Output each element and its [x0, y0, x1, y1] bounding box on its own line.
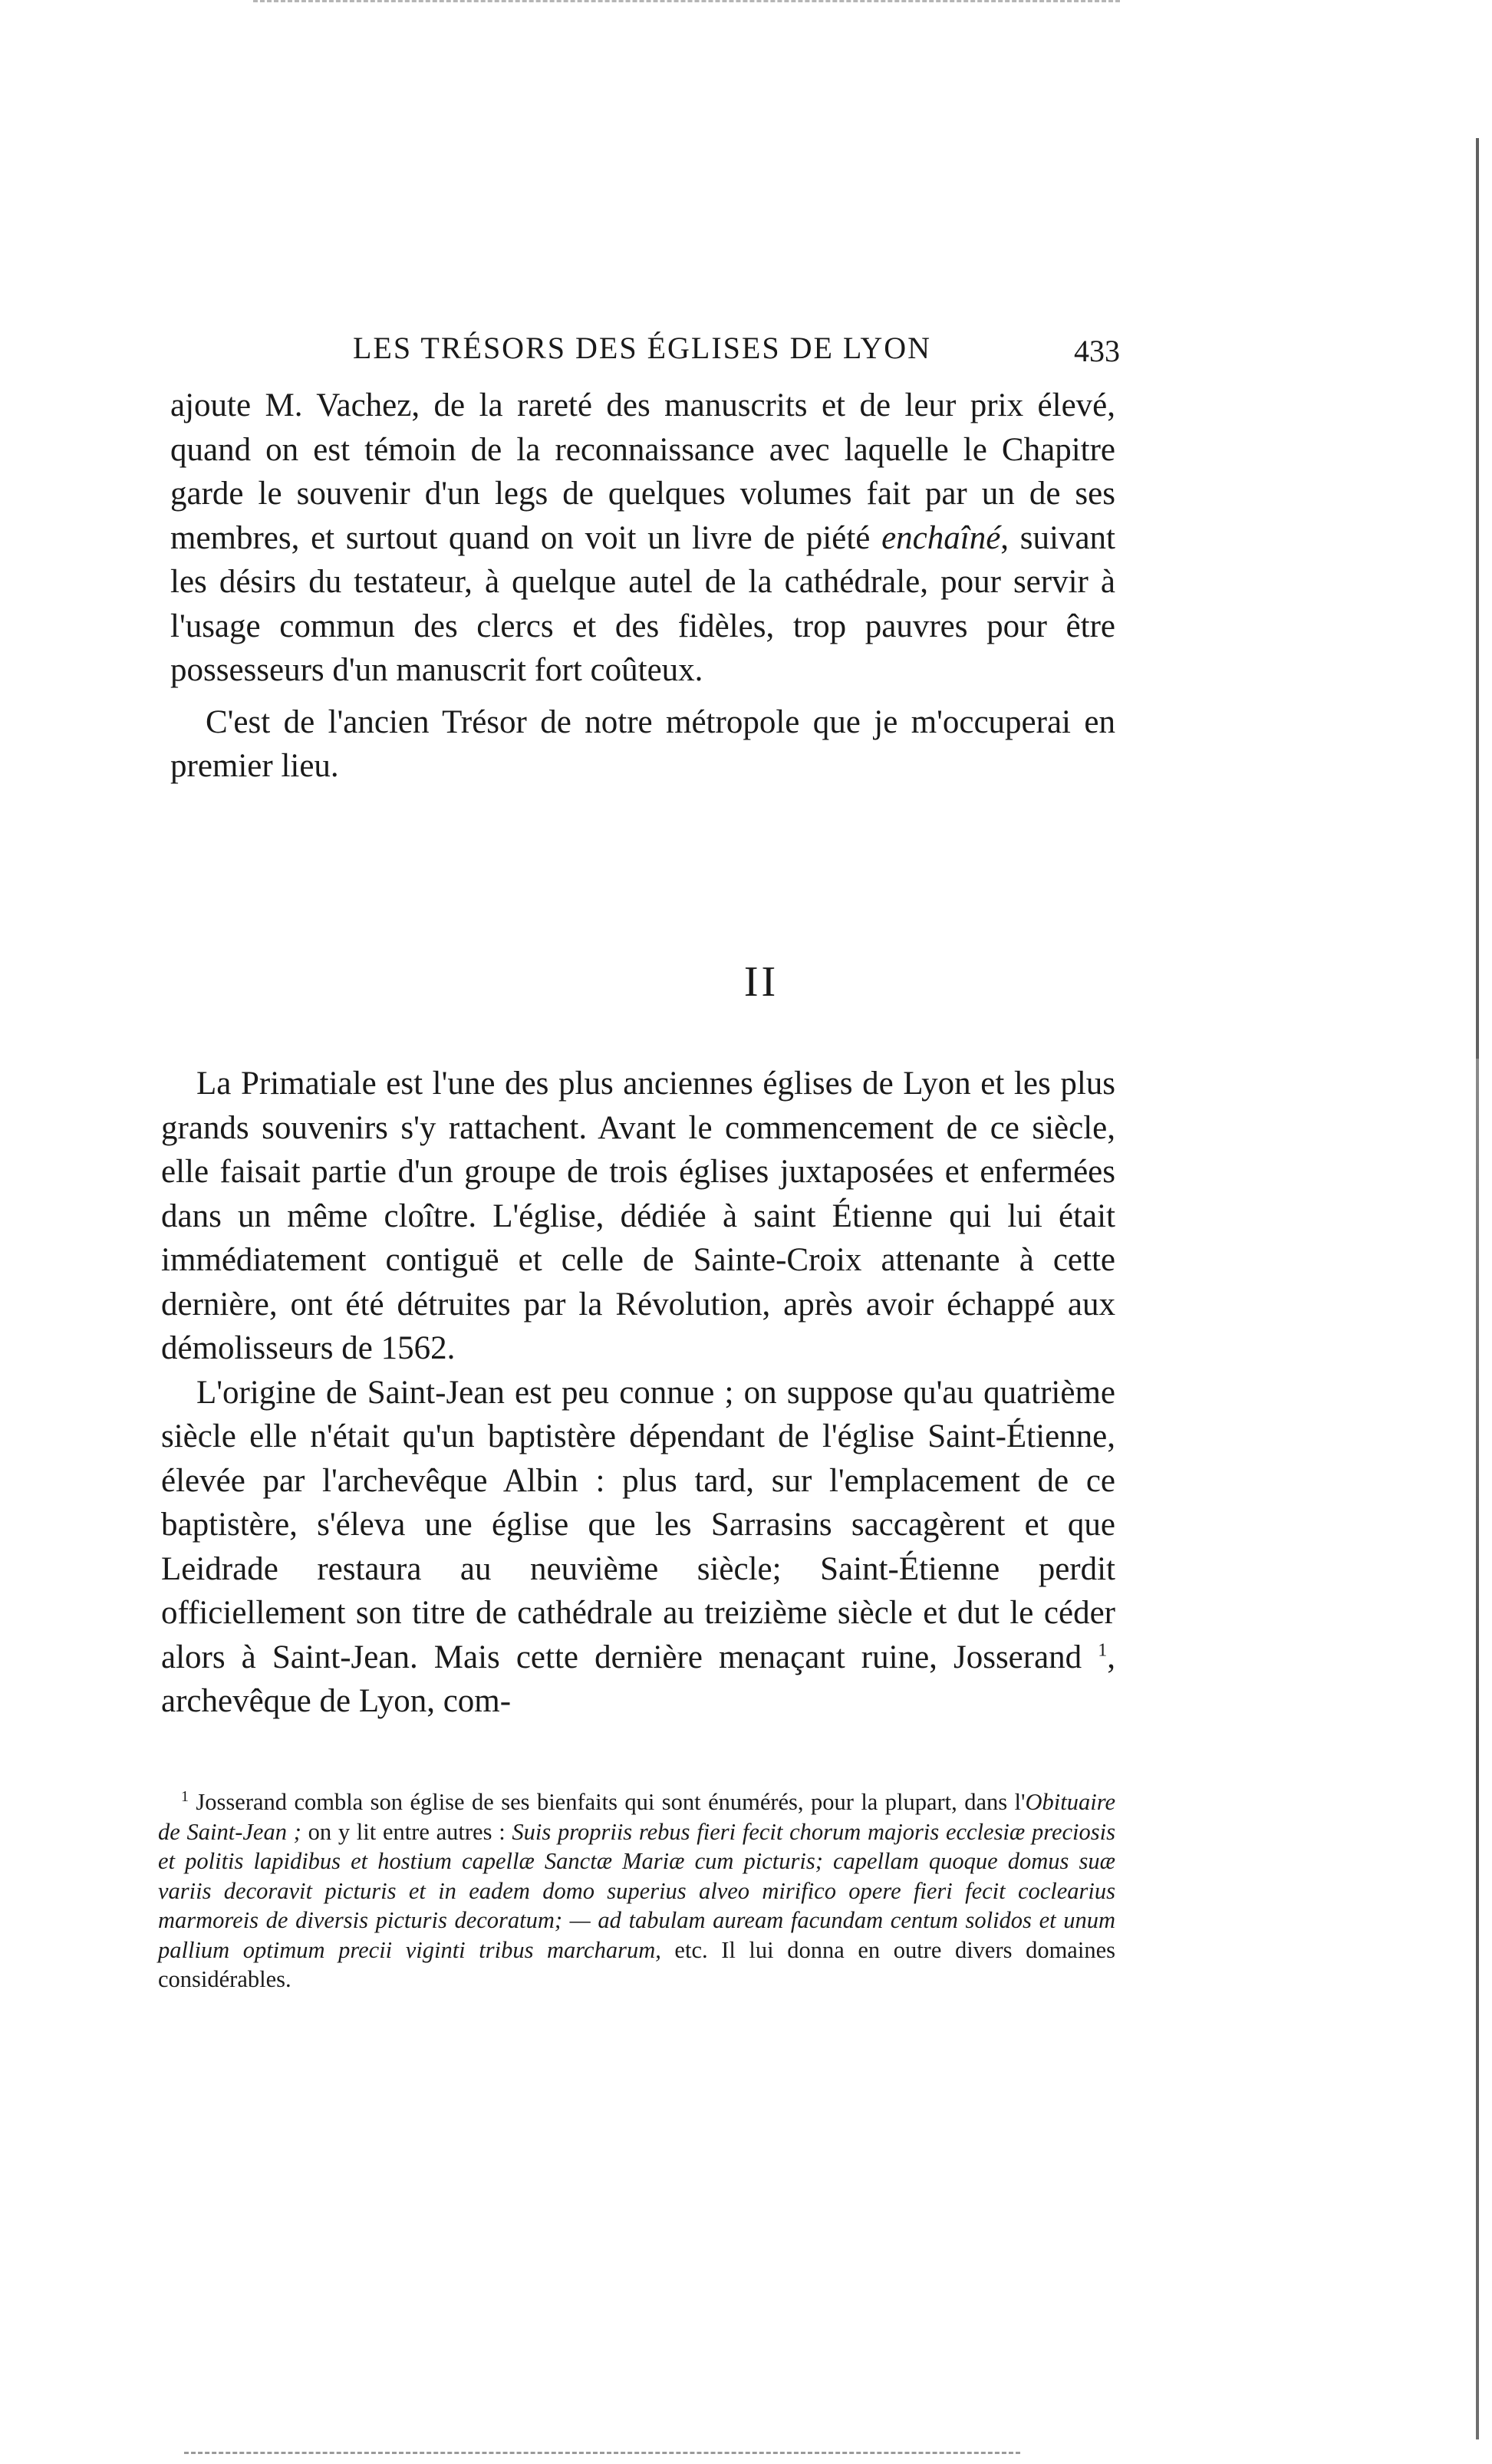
- footnote-marker: 1: [181, 1787, 189, 1805]
- emphasis-text: enchaîné: [881, 519, 1001, 556]
- paragraph: [170, 384, 1115, 693]
- footnote-italic: Suis propriis rebus fieri fecit chorum majoris ecclesiæ preciosis et politis lapidibus et hostium capellæ Sanctæ Mariæ cum picturis; capellam quoque domus suæ variis decoravit picturis et in eadem domo superius alveo mirifico opere fieri fecit coclearius marmoreis de diversis picturis decoratum; — ad tabulam auream facundam centum solidos et unum pallium optimum precii viginti tribus marcharum,: [158, 1818, 1115, 1963]
- scan-edge-bottom: [184, 2452, 1020, 2454]
- paragraph-text: , archevêque de Lyon, com-: [161, 1639, 1115, 1719]
- footnote-reference[interactable]: 1: [1098, 1640, 1108, 1661]
- footnote-italic: Obituaire de Saint-Jean ;: [158, 1789, 1115, 1845]
- running-title: LES TRÉSORS DES ÉGLISES DE LYON: [353, 331, 931, 365]
- page-header: [161, 330, 1120, 376]
- footnote-text: on y lit entre autres :: [301, 1818, 512, 1845]
- paragraph: La Primatiale est l'une des plus anciennes églises de Lyon et les plus grands souvenirs s'y rattachent. Avant le commencement de ce siècle, elle faisait partie d'un groupe de trois églises juxtaposées et enfermées dans un même cloître. L'église, dédiée à saint Étienne qui lui était immédiatement contiguë et celle de Sainte-Croix attenante à cette dernière, ont été détruites par la Révolution, après avoir échappé aux démolisseurs de 1562.: [161, 1066, 1115, 1366]
- footnote-text: etc. Il lui donna en outre divers domaines considérables.: [158, 1936, 1115, 1992]
- text-block-section-ii: [161, 1062, 1115, 1724]
- paragraph: [161, 1371, 1115, 1724]
- text-block-intro: [170, 384, 1115, 789]
- paragraph: C'est de l'ancien Trésor de notre métropole que je m'occuperai en premier lieu.: [170, 703, 1115, 784]
- footnotes: [158, 1787, 1115, 1995]
- page-number: 433: [1074, 334, 1120, 368]
- section-heading: II: [743, 958, 779, 1006]
- paragraph-text: ajoute M. Vachez, de la rareté des manuscrits et de leur prix élevé, quand on est témoin de la reconnaissance avec laquelle le Chapitre garde le souvenir d'un legs de quelques volumes fait par un de ses membres, et surtout quand on voit un livre de piété: [170, 387, 1115, 556]
- scan-edge-right: [1476, 138, 1479, 2439]
- paragraph-text: L'origine de Saint-Jean est peu connue ; on suppose qu'au quatrième siècle elle n'était qu'un baptistère dépendant de l'église Saint-Étienne, élevée par l'archevêque Albin : plus tard, sur l'emplacement de ce baptistère, s'éleva une église que les Sarrasins saccagèrent et que Leidrade restaura au neuvième siècle; Saint-Étienne perdit officiellement son titre de cathédrale au treizième siècle et dut le céder alors à Saint-Jean. Mais cette dernière menaçant ruine, Josserand: [161, 1374, 1115, 1675]
- footnote-text: Josserand combla son église de ses bienfaits qui sont énumérés, pour la plupart, dans l': [189, 1789, 1026, 1815]
- scan-edge-top: [253, 0, 1120, 2]
- paragraph-text: , suivant les désirs du testateur, à quelque autel de la cathédrale, pour servir à l'usage commun des clercs et des fidèles, trop pauvres pour être possesseurs d'un manuscrit fort coûteux.: [170, 519, 1115, 688]
- footnote: [158, 1787, 1115, 1995]
